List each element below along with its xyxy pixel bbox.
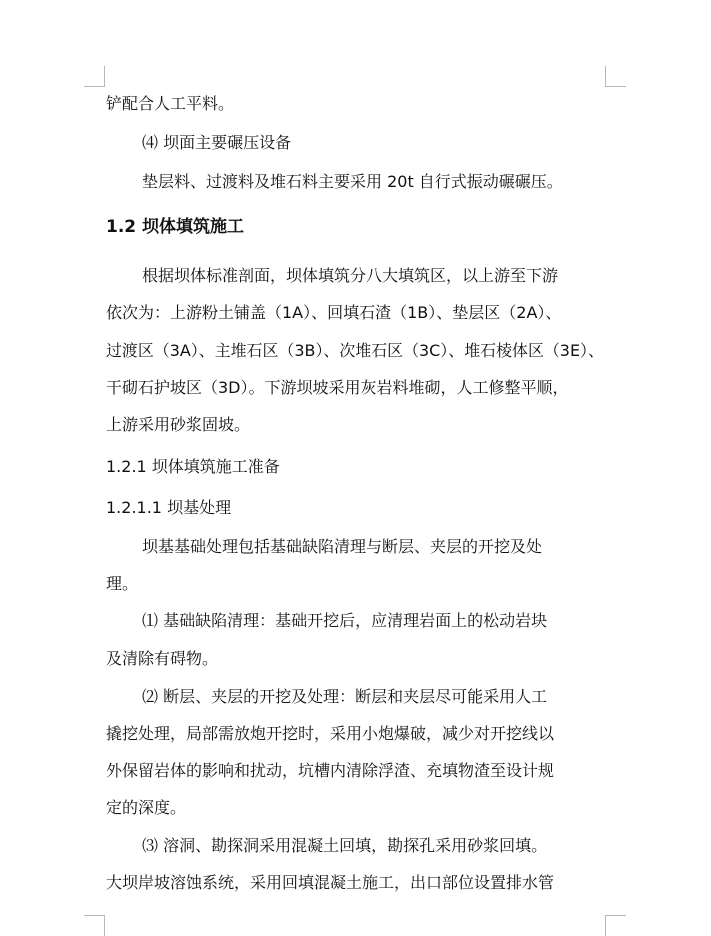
subsection-heading: 1.2.1.1 坝基处理 xyxy=(106,498,232,517)
text-line: 定的深度。 xyxy=(106,798,187,817)
text-line: 坝基基础处理包括基础缺陷清理与断层、夹层的开挖及处 xyxy=(142,537,543,556)
text-line: 大坝岸坡溶蚀系统，采用回填混凝土施工，出口部位设置排水管 xyxy=(106,873,555,892)
list-item-heading: ⑷ 坝面主要碾压设备 xyxy=(142,133,292,152)
text-line: 及清除有碍物。 xyxy=(106,649,219,668)
text-line: 撬挖处理，局部需放炮开挖时，采用小炮爆破，减少对开挖线以 xyxy=(106,724,555,743)
crop-mark-bottom-left xyxy=(84,915,105,936)
text-line: 依次为：上游粉土铺盖（1A）、回填石渣（1B）、垫层区（2A）、 xyxy=(106,303,562,322)
text-line: ⑶ 溶洞、勘探洞采用混凝土回填，勘探孔采用砂浆回填。 xyxy=(142,836,548,855)
crop-mark-top-right xyxy=(605,66,626,87)
text-line: 垫层料、过渡料及堆石料主要采用 20t 自行式振动碾碾压。 xyxy=(142,172,563,191)
subsection-heading: 1.2.1 坝体填筑施工准备 xyxy=(106,457,280,476)
section-heading: 1.2 坝体填筑施工 xyxy=(106,217,245,237)
text-line: 上游采用砂浆固坡。 xyxy=(106,415,251,434)
text-line: 理。 xyxy=(106,574,139,593)
crop-mark-top-left xyxy=(84,66,105,87)
text-line: 铲配合人工平料。 xyxy=(106,94,235,113)
text-line: 干砌石护坡区（3D）。下游坝坡采用灰岩料堆砌，人工修整平顺， xyxy=(106,378,569,397)
text-line: 过渡区（3A）、主堆石区（3B）、次堆石区（3C）、堆石棱体区（3E）、 xyxy=(106,341,604,360)
text-line: 根据坝体标准剖面，坝体填筑分八大填筑区，以上游至下游 xyxy=(142,266,559,285)
text-line: 外保留岩体的影响和扰动，坑槽内清除浮渣、充填物渣至设计规 xyxy=(106,761,555,780)
crop-mark-bottom-right xyxy=(605,915,626,936)
text-line: ⑵ 断层、夹层的开挖及处理：断层和夹层尽可能采用人工 xyxy=(142,687,548,706)
text-line: ⑴ 基础缺陷清理：基础开挖后，应清理岩面上的松动岩块 xyxy=(142,611,548,630)
